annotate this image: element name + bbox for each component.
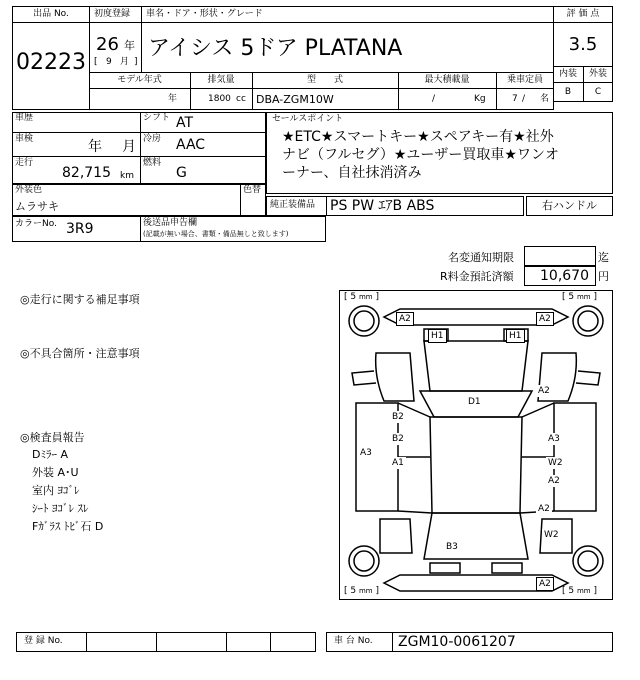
fuel-label: 燃料 — [143, 158, 162, 168]
exterior-label: 外装 — [588, 69, 607, 79]
report-line-3: 室内 ﾖｺﾞﾚ — [32, 484, 80, 497]
mark-w2-right-lower: W2 — [544, 530, 559, 540]
sales-line-3: ーナー、自社抹消済み — [282, 165, 422, 181]
equipment-label: 純正装備品 — [270, 200, 316, 210]
recycle-unit: 円 — [598, 270, 609, 283]
model-value: DBA-ZGM10W — [256, 93, 334, 106]
capacity-value: 7 — [512, 94, 518, 104]
capacity-label: 乗車定員 — [506, 75, 543, 85]
exterior-grade: C — [594, 87, 602, 97]
mileage-label: 走行 — [15, 158, 34, 168]
car-outline — [340, 291, 612, 599]
report-line-4: ｼｰﾄ ﾖｺﾞﾚ ｽﾚ — [32, 502, 89, 515]
tyre-tag-rear-right: [ 5 mm ] — [562, 586, 597, 596]
displacement-unit: cc — [236, 94, 246, 104]
registration-label: 登 録 No. — [24, 636, 63, 646]
score-label: 評 価 点 — [566, 9, 600, 19]
tyre-tag-front-left: [ 5 mm ] — [344, 292, 379, 302]
month-open: [ — [94, 57, 98, 67]
max-load-label: 最大積載量 — [424, 75, 470, 85]
mark-h1-right: H1 — [506, 329, 525, 343]
month-unit: 月 — [120, 57, 130, 67]
recycle-label: R料金預託済額 — [440, 270, 514, 283]
first-reg-year: 26 — [96, 34, 119, 55]
tyre-tag-rear-left: [ 5 mm ] — [344, 586, 379, 596]
car-diagram — [339, 290, 613, 600]
lot-label: 出品 No. — [33, 9, 69, 19]
model-year-unit: 年 — [168, 94, 178, 104]
mark-a3-left: A3 — [360, 448, 372, 458]
chassis-number: ZGM10-0061207 — [398, 634, 516, 650]
first-reg-label: 初度登録 — [94, 9, 131, 19]
displacement-label: 排気量 — [207, 75, 235, 85]
lot-number: 02223 — [16, 50, 86, 75]
capacity-unit: 名 — [540, 94, 550, 104]
displacement-value: 1800 — [208, 94, 231, 104]
inspection-year-unit: 年 — [88, 139, 102, 155]
steering-value: 右ハンドル — [542, 199, 597, 212]
fuel-value: G — [176, 165, 187, 181]
notice-value-box — [524, 246, 596, 266]
mark-a2-right-lower: A2 — [538, 504, 550, 514]
ac-value: AAC — [176, 137, 206, 153]
report-line-1: Dﾐﾗｰ A — [32, 448, 68, 461]
notice-label: 名変通知期限 — [448, 251, 514, 264]
shift-label: シフト — [143, 113, 171, 123]
inspection-label: 車検 — [15, 134, 34, 144]
mark-front-left: A2 — [396, 312, 414, 326]
sales-line-1: ★ETC★スマートキー★スペアキー有★社外 — [282, 129, 554, 145]
mark-h1-left: H1 — [428, 329, 447, 343]
mark-a2-right: A2 — [548, 476, 560, 486]
mark-a1-left: A1 — [392, 458, 404, 468]
driving-notes-label: ◎走行に関する補足事項 — [20, 293, 140, 306]
mark-roof: D1 — [468, 397, 481, 407]
year-unit: 年 — [124, 39, 135, 52]
notice-unit: 迄 — [598, 251, 609, 264]
color-label: 外装色 — [15, 185, 43, 195]
mark-front-right: A2 — [536, 312, 554, 326]
recycle-value: 10,670 — [540, 268, 589, 284]
mark-b3-rear: B3 — [446, 542, 458, 552]
inspector-label: ◎検査員報告 — [20, 431, 85, 444]
mark-a3-right: A3 — [548, 434, 560, 444]
score-value: 3.5 — [568, 34, 598, 55]
chassis-label: 車 台 No. — [334, 636, 373, 646]
model-year-label: モデル年式 — [117, 75, 162, 85]
mark-w2-right: W2 — [548, 458, 563, 468]
sales-line-2: ナビ（フルセグ）★ユーザー買取車★ワンオ — [282, 147, 559, 163]
color-no-label: カラーNo. — [15, 219, 57, 229]
history-label: 車歴 — [15, 113, 34, 123]
shift-value: AT — [176, 115, 194, 131]
car-name-label: 車名・ドア・形状・グレード — [146, 9, 263, 19]
first-reg-month: 9 — [106, 57, 112, 67]
month-close: ] — [134, 57, 138, 67]
tyre-tag-front-right: [ 5 mm ] — [562, 292, 597, 302]
ac-label: 冷房 — [143, 134, 162, 144]
docs-note: (記載が無い場合、書類・備品無しと致します) — [143, 230, 289, 238]
interior-grade: B — [564, 87, 572, 97]
mark-right-fender: A2 — [538, 386, 550, 396]
interior-label: 内装 — [558, 69, 577, 79]
capacity-sep: / — [522, 94, 526, 104]
details-box — [12, 112, 266, 184]
equipment-items: PS PW ｴｱB ABS — [330, 198, 435, 214]
report-line-5: Fｶﾞﾗｽ ﾄﾋﾞ石 D — [32, 520, 104, 533]
docs-label: 後送品申告欄 — [143, 218, 198, 228]
model-label: 型 式 — [306, 75, 343, 85]
car-name: アイシス 5ドア PLATANA — [148, 36, 403, 61]
mileage-value: 82,715 — [62, 165, 111, 181]
defects-label: ◎不具合箇所・注意事項 — [20, 347, 140, 360]
report-line-2: 外装 A･U — [32, 466, 79, 479]
max-load-sep: / — [432, 94, 436, 104]
mark-b2-lower: B2 — [392, 434, 404, 444]
color-no-value: 3R9 — [66, 221, 94, 237]
max-load-unit: Kg — [474, 94, 486, 104]
color-change-label: 色替 — [243, 185, 262, 195]
inspection-month-unit: 月 — [122, 139, 136, 155]
mileage-unit: km — [120, 171, 134, 181]
mark-b2-upper: B2 — [392, 412, 404, 422]
mark-rear-bumper-right: A2 — [536, 577, 554, 591]
color-value: ムラサキ — [15, 200, 59, 213]
sales-point-label: セールスポイント — [272, 114, 344, 124]
